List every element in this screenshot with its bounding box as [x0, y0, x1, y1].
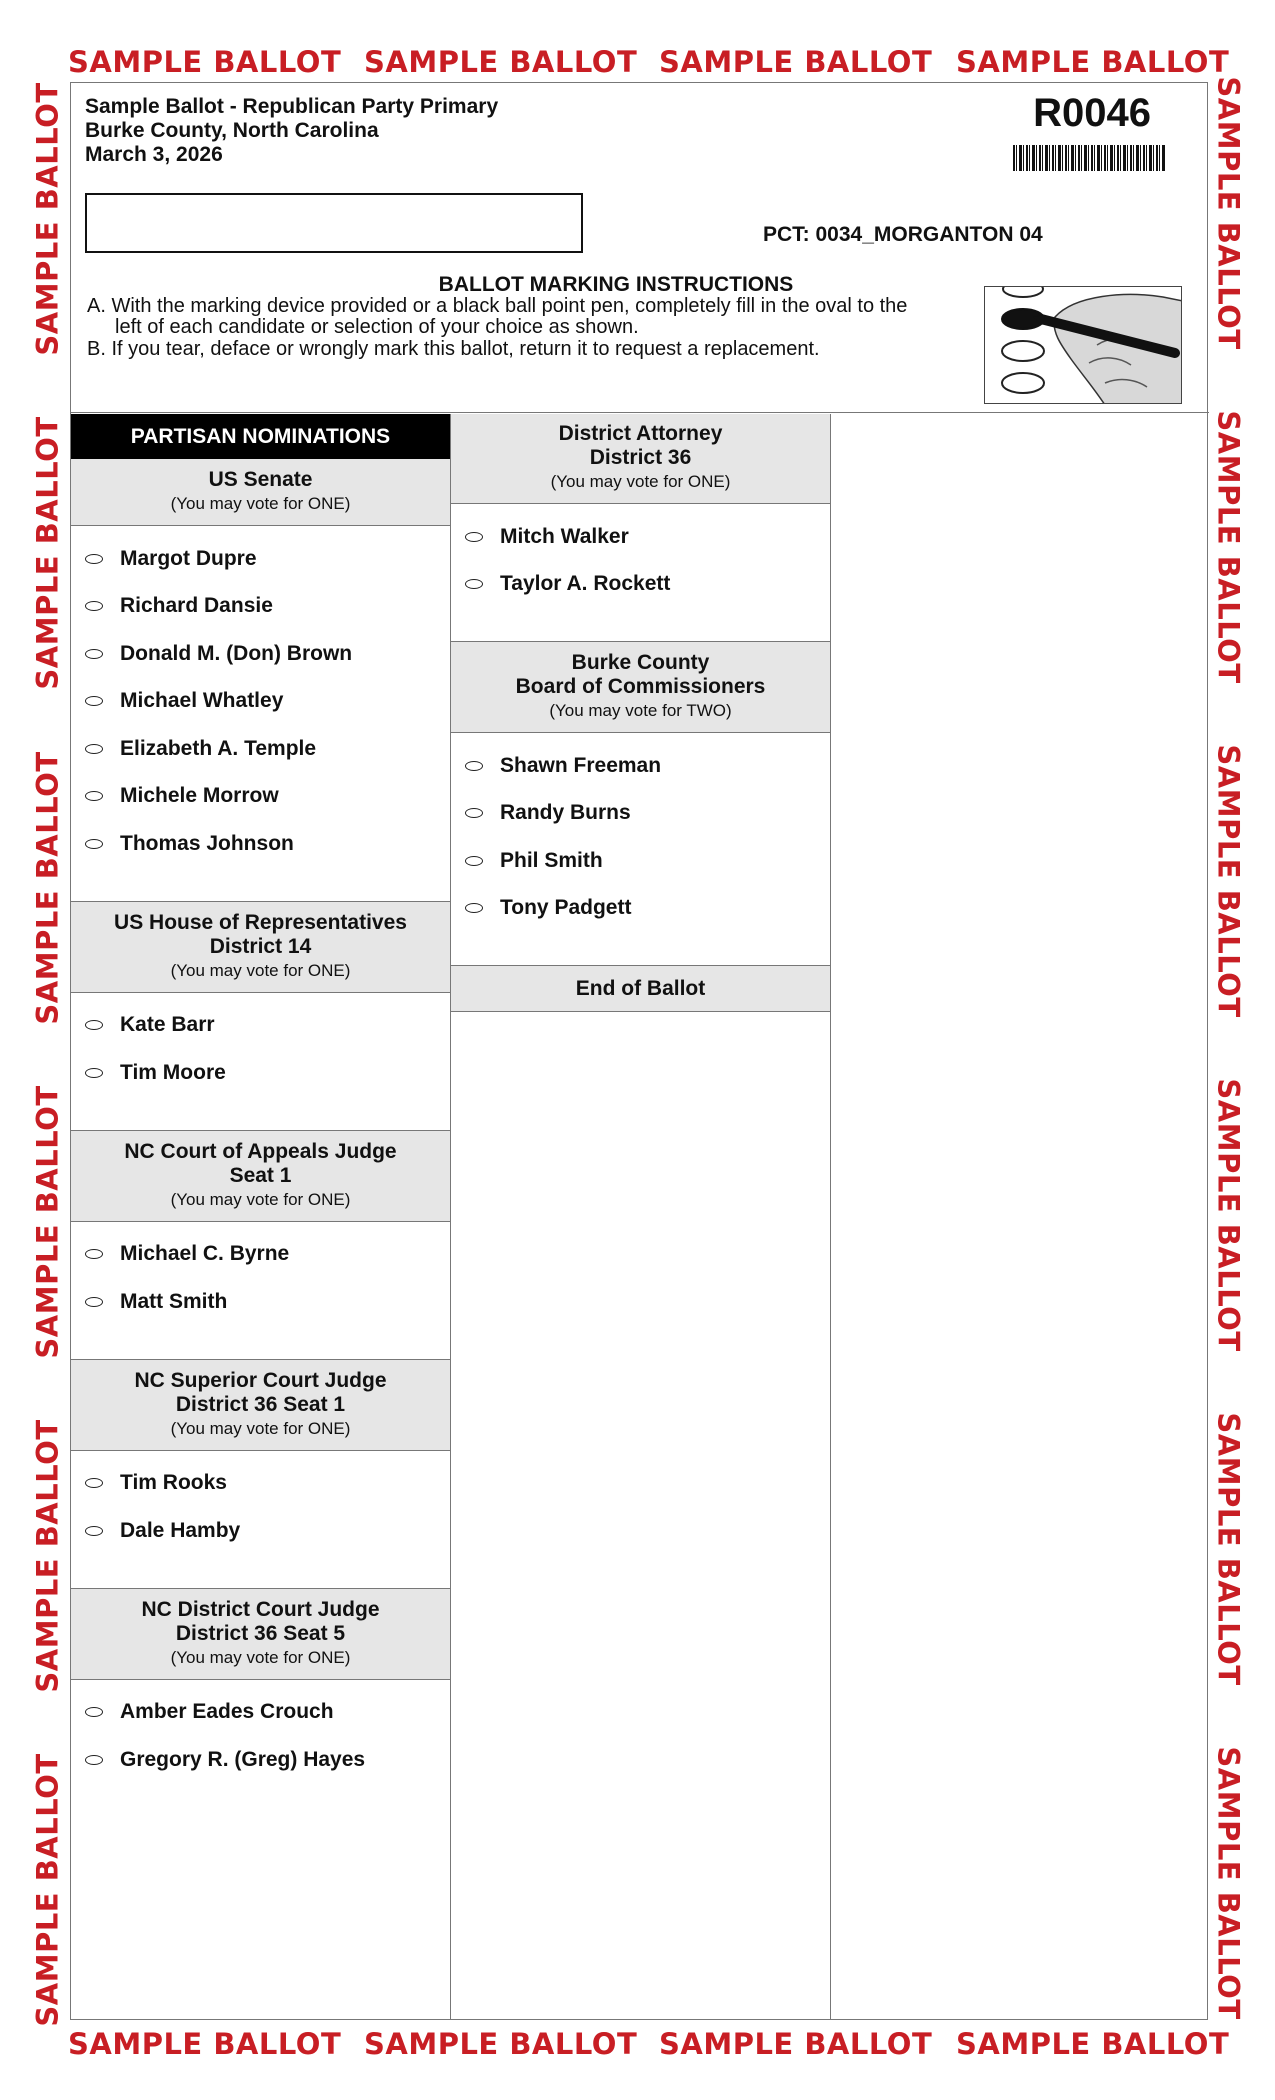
vote-for-instruction: (You may vote for ONE): [170, 960, 351, 980]
candidate-name: Kate Barr: [120, 1013, 215, 1037]
contest-us-senate: [71, 459, 450, 902]
instruction-b: B. If you tear, deface or wrongly mark this ballot, return it to request a replacement.: [87, 338, 820, 360]
vote-oval[interactable]: [85, 601, 103, 611]
candidate-row[interactable]: [71, 1507, 450, 1555]
vote-oval[interactable]: [85, 696, 103, 706]
vote-oval[interactable]: [85, 1020, 103, 1030]
candidate-row[interactable]: [71, 1278, 450, 1326]
ballot-title: [85, 95, 498, 167]
watermark-left-2: SAMPLE BALLOT: [30, 416, 65, 690]
contest-title: District Attorney: [558, 422, 723, 445]
contest-title: US House of Representatives: [114, 910, 407, 934]
candidate-row[interactable]: [71, 1736, 450, 1784]
contest-subtitle: District 36: [589, 446, 692, 469]
candidate-name: Tim Moore: [120, 1060, 226, 1084]
ballot-column-3: [831, 414, 1209, 2019]
voter-info-box: [85, 193, 583, 253]
vote-oval[interactable]: [465, 761, 483, 771]
instructions-title: BALLOT MARKING INSTRUCTIONS: [438, 273, 794, 296]
candidate-row[interactable]: [71, 725, 450, 773]
vote-oval[interactable]: [85, 839, 103, 849]
header-divider: [71, 412, 1209, 413]
contest-title: NC Court of Appeals Judge: [124, 1139, 397, 1163]
candidate-row[interactable]: [451, 561, 830, 609]
contest-header: [71, 1589, 450, 1680]
contest-header: [71, 1131, 450, 1222]
contest-subtitle: Board of Commissioners: [515, 675, 766, 698]
candidate-name: Shawn Freeman: [500, 753, 662, 777]
vote-oval[interactable]: [85, 1478, 103, 1488]
candidate-row[interactable]: [451, 513, 830, 561]
vote-oval[interactable]: [85, 554, 103, 564]
candidate-name: Taylor A. Rockett: [500, 572, 671, 596]
watermark-top-3: SAMPLE BALLOT: [659, 45, 933, 79]
candidate-row[interactable]: [71, 678, 450, 726]
watermark-right-6: SAMPLE BALLOT: [1211, 1746, 1246, 2020]
contest-court-of-appeals: [71, 1131, 450, 1360]
watermark-right-2: SAMPLE BALLOT: [1211, 410, 1246, 684]
contest-superior-court: [71, 1360, 450, 1589]
candidate-row[interactable]: [71, 1002, 450, 1050]
contest-title: US Senate: [208, 468, 313, 491]
contest-us-house: [71, 902, 450, 1131]
watermark-top-4: SAMPLE BALLOT: [956, 45, 1230, 79]
contest-district-court: [71, 1589, 450, 1817]
candidate-name: Michael C. Byrne: [120, 1242, 290, 1266]
ballot-date: March 3, 2026: [85, 143, 223, 166]
vote-oval[interactable]: [85, 649, 103, 659]
candidate-name: Matt Smith: [120, 1289, 228, 1313]
candidate-row[interactable]: [71, 1049, 450, 1097]
watermark-right-1: SAMPLE BALLOT: [1211, 76, 1246, 350]
vote-oval[interactable]: [85, 1068, 103, 1078]
candidate-row[interactable]: [71, 630, 450, 678]
candidate-row[interactable]: [451, 790, 830, 838]
vote-oval[interactable]: [85, 791, 103, 801]
vote-oval[interactable]: [85, 1707, 103, 1717]
candidate-row[interactable]: [71, 1231, 450, 1279]
candidate-name: Tim Rooks: [120, 1471, 227, 1495]
watermark-bottom-4: SAMPLE BALLOT: [956, 2027, 1230, 2061]
watermark-bottom-2: SAMPLE BALLOT: [364, 2027, 638, 2061]
ballot-title-line: Sample Ballot - Republican Party Primary: [85, 95, 499, 118]
contest-header: [451, 414, 830, 504]
candidate-name: Tony Padgett: [500, 896, 632, 920]
candidate-row[interactable]: [451, 885, 830, 933]
contest-district-attorney: [451, 414, 830, 642]
instruction-a: A. With the marking device provided or a black ball point pen, completely fill in the oval to the: [87, 295, 908, 317]
watermark-left-4: SAMPLE BALLOT: [30, 1085, 65, 1359]
end-of-ballot: End of Ballot: [451, 966, 830, 1012]
candidate-row[interactable]: [71, 1460, 450, 1508]
watermark-left-1: SAMPLE BALLOT: [30, 82, 65, 356]
vote-oval[interactable]: [465, 808, 483, 818]
contest-subtitle: Seat 1: [229, 1163, 292, 1187]
watermark-right-4: SAMPLE BALLOT: [1211, 1078, 1246, 1352]
contest-title: NC District Court Judge: [141, 1597, 380, 1621]
contest-header: [71, 902, 450, 993]
vote-oval[interactable]: [85, 1526, 103, 1536]
vote-for-instruction: (You may vote for ONE): [170, 1418, 351, 1438]
contest-title: NC Superior Court Judge: [134, 1368, 387, 1392]
vote-oval[interactable]: [85, 1249, 103, 1259]
contest-header: [451, 642, 830, 733]
watermark-left-3: SAMPLE BALLOT: [30, 751, 65, 1025]
pen-filling-oval-icon: [985, 287, 1182, 404]
watermark-top-2: SAMPLE BALLOT: [364, 45, 638, 79]
watermark-left-5: SAMPLE BALLOT: [30, 1419, 65, 1693]
watermark-left-6: SAMPLE BALLOT: [30, 1753, 65, 2027]
contest-subtitle: District 14: [209, 934, 312, 958]
vote-oval[interactable]: [465, 532, 483, 542]
instruction-a-cont: left of each candidate or selection of your choice as shown.: [115, 316, 639, 338]
candidate-name: Phil Smith: [500, 848, 603, 872]
watermark-right-5: SAMPLE BALLOT: [1211, 1412, 1246, 1686]
watermark-bottom-3: SAMPLE BALLOT: [659, 2027, 933, 2061]
candidate-name: Michael Whatley: [120, 689, 284, 713]
candidate-row[interactable]: [71, 535, 450, 583]
section-header: PARTISAN NOMINATIONS: [71, 414, 450, 459]
vote-for-instruction: (You may vote for ONE): [170, 494, 351, 513]
candidate-name: Gregory R. (Greg) Hayes: [120, 1747, 366, 1771]
contest-header: [71, 1360, 450, 1451]
watermark-bottom-1: SAMPLE BALLOT: [68, 2027, 342, 2061]
ballot-county: Burke County, North Carolina: [85, 119, 379, 142]
ballot-style-code: R0046: [1033, 91, 1151, 135]
contest-subtitle: District 36 Seat 5: [175, 1621, 346, 1645]
precinct-label: PCT: 0034_MORGANTON 04: [763, 223, 1043, 246]
vote-for-instruction: (You may vote for ONE): [170, 1189, 351, 1209]
candidate-name: Donald M. (Don) Brown: [120, 641, 353, 665]
candidate-row[interactable]: [71, 583, 450, 631]
vote-oval[interactable]: [85, 1755, 103, 1765]
candidate-row[interactable]: [71, 1689, 450, 1737]
vote-oval[interactable]: [465, 579, 483, 589]
watermark-right-3: SAMPLE BALLOT: [1211, 744, 1246, 1018]
contest-subtitle: District 36 Seat 1: [175, 1392, 346, 1416]
watermark-top-1: SAMPLE BALLOT: [68, 45, 342, 79]
candidate-name: Margot Dupre: [120, 546, 257, 570]
candidate-name: Mitch Walker: [500, 524, 629, 548]
vote-oval[interactable]: [465, 903, 483, 913]
contest-title: Burke County: [571, 651, 710, 674]
ballot-column-1: [71, 414, 451, 2019]
barcode: [1013, 145, 1165, 171]
candidate-name: Elizabeth A. Temple: [120, 736, 317, 760]
candidate-name: Randy Burns: [500, 801, 631, 825]
contest-board-of-commissioners: [451, 642, 830, 966]
vote-oval[interactable]: [85, 1297, 103, 1307]
vote-for-instruction: (You may vote for ONE): [550, 472, 731, 491]
candidate-name: Amber Eades Crouch: [120, 1700, 334, 1724]
contest-header: [71, 459, 450, 526]
candidate-row[interactable]: [451, 837, 830, 885]
candidate-row[interactable]: [71, 820, 450, 868]
ballot-sheet: [70, 82, 1208, 2020]
candidate-name: Thomas Johnson: [120, 831, 294, 855]
candidate-name: Dale Hamby: [120, 1518, 241, 1542]
vote-for-instruction: (You may vote for ONE): [170, 1647, 351, 1667]
vote-oval[interactable]: [465, 856, 483, 866]
candidate-name: Michele Morrow: [120, 784, 279, 808]
vote-for-instruction: (You may vote for TWO): [549, 701, 732, 720]
marking-example-image: [984, 286, 1182, 404]
ballot-column-2: [451, 414, 831, 2019]
candidate-name: Richard Dansie: [120, 594, 273, 618]
vote-oval[interactable]: [85, 744, 103, 754]
candidate-row[interactable]: [71, 773, 450, 821]
candidate-row[interactable]: [451, 742, 830, 790]
